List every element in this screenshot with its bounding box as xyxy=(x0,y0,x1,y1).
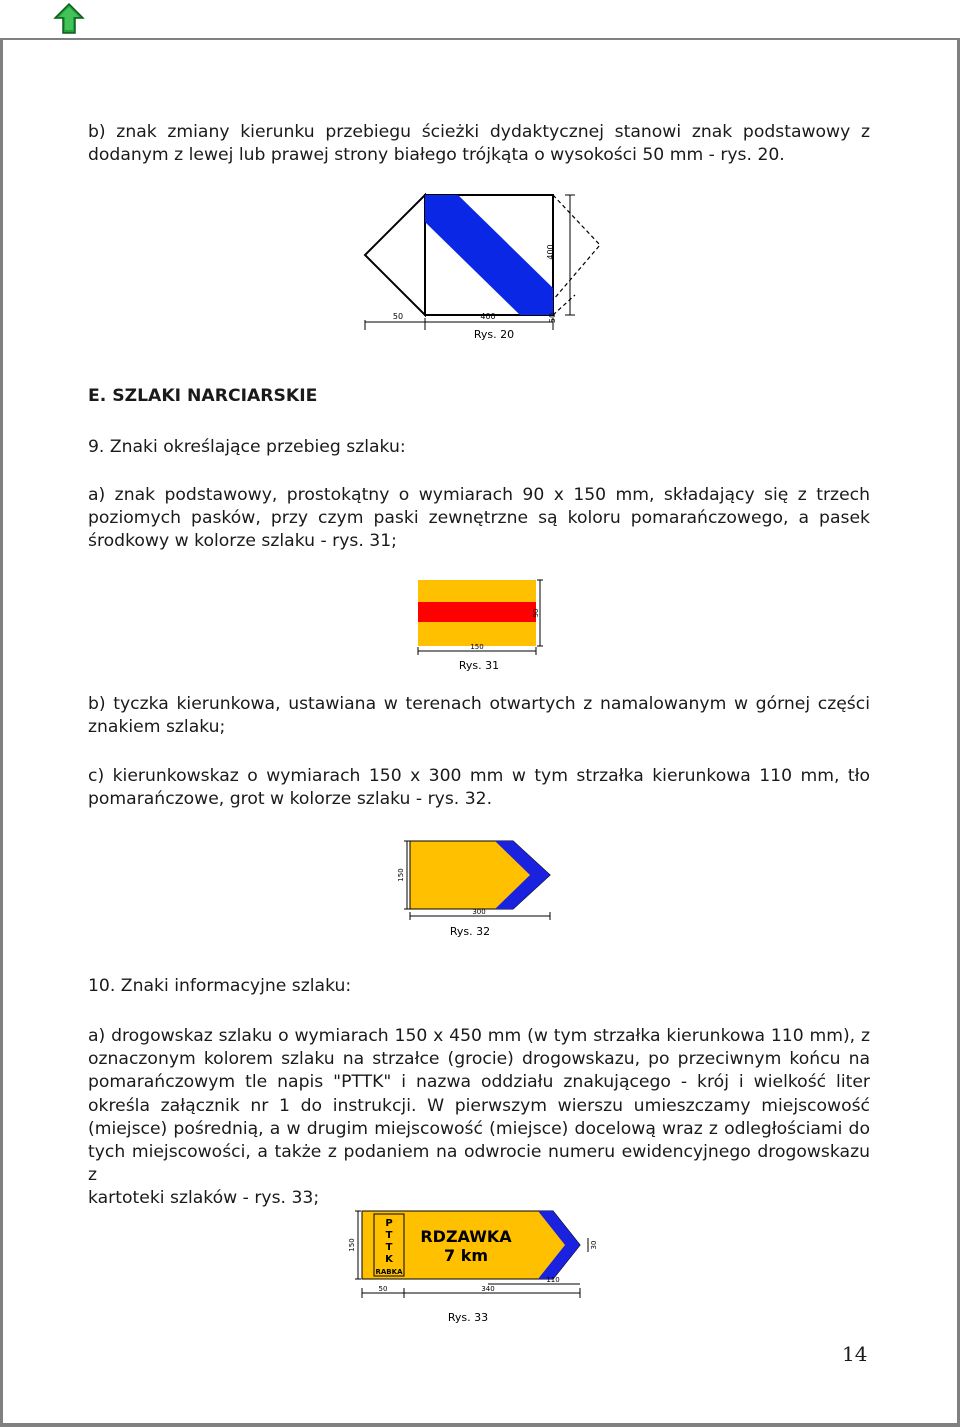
orange-arrow-background xyxy=(410,841,550,909)
text-line: (miejsce) pośrednią, a w drugim miejscowość (miejsce) docelową wraz z odległościami do xyxy=(88,1118,870,1139)
dim-400-bottom: 400 xyxy=(480,312,496,321)
text-line: oznaczonym kolorem szlaku na strzałce (grocie) drogowskazu, po przeciwnym końcu na xyxy=(88,1049,870,1070)
dim-110: 110 xyxy=(546,1276,560,1284)
text-line: 10. Znaki informacyjne szlaku: xyxy=(88,976,352,996)
text-line: 9. Znaki określające przebieg szlaku: xyxy=(88,437,406,457)
dim-height: 90 xyxy=(532,608,540,618)
text-line: znakiem szlaku; xyxy=(88,717,226,738)
item-9-heading xyxy=(88,436,870,459)
paragraph-b xyxy=(88,121,870,167)
dashed-right-triangle xyxy=(553,195,600,300)
text-line: pomarańczowe, grot w kolorze szlaku - rys. 32. xyxy=(88,789,493,810)
red-middle-stripe xyxy=(418,602,536,622)
figure-rys-20 xyxy=(360,190,610,345)
page-number: 14 xyxy=(842,1342,868,1366)
figure-rys-33 xyxy=(348,1208,610,1330)
figure-rys-31 xyxy=(410,575,555,675)
dim-30: 30 xyxy=(590,1240,598,1250)
dim-height: 150 xyxy=(348,1238,356,1252)
text-line: c) kierunkowskaz o wymiarach 150 x 300 mm w tym strzałka kierunkowa 110 mm, tło xyxy=(88,766,870,786)
section-heading-e: E. SZLAKI NARCIARSKIE xyxy=(88,386,318,406)
paragraph-9c xyxy=(88,765,870,811)
top-toolbar xyxy=(0,0,960,38)
text-line: poziomych pasków, przy czym paski zewnętrzne są koloru pomarańczowego, a pasek xyxy=(88,508,870,529)
branch-name: RABKA xyxy=(375,1268,403,1276)
text-line: a) znak podstawowy, prostokątny o wymiarach 90 x 150 mm, składający się z trzech xyxy=(88,485,870,505)
caption-rys-33: Rys. 33 xyxy=(447,1311,489,1324)
text-line: środkowy w kolorze szlaku - rys. 31; xyxy=(88,531,397,552)
home-arrow-icon[interactable] xyxy=(52,2,86,36)
pttk-letter-k: K xyxy=(385,1254,393,1265)
dim-340: 340 xyxy=(481,1285,495,1293)
dim-400-right: 400 xyxy=(546,244,555,260)
pttk-letter-t1: T xyxy=(385,1230,393,1241)
text-line: określa załącznik nr 1 do instrukcji. W pierwszym wierszu umieszczamy miejscowość xyxy=(88,1095,870,1116)
text-line: b) znak zmiany kierunku przebiegu ścieżki dydaktycznej stanowi znak podstawowy z xyxy=(88,122,870,142)
dim-width: 150 xyxy=(470,643,484,651)
paragraph-9a xyxy=(88,484,870,554)
dim-50-right: 50 xyxy=(548,312,557,324)
text-line: dodanym z lewej lub prawej strony białego trójkąta o wysokości 50 mm - rys. 20. xyxy=(88,145,785,166)
text-line: a) drogowskaz szlaku o wymiarach 150 x 450 mm (w tym strzałka kierunkowa 110 mm), z xyxy=(88,1026,870,1046)
text-line: kartoteki szlaków - rys. 33; xyxy=(88,1188,320,1209)
dim-width: 300 xyxy=(472,908,486,916)
destination-name: RDZAWKA xyxy=(420,1227,512,1246)
text-line: tych miejscowości, a także z podaniem na odwrocie numeru ewidencyjnego drogowskazu z xyxy=(88,1142,870,1186)
caption-rys-20: Rys. 20 xyxy=(473,328,515,341)
paragraph-9b xyxy=(88,693,870,739)
dim-height: 150 xyxy=(397,868,405,882)
caption-rys-32: Rys. 32 xyxy=(449,925,491,938)
item-10-heading xyxy=(88,975,870,998)
text-line: pomarańczowym tle napis "PTTK" i nazwa oddziału znakującego - krój i wielkość liter xyxy=(88,1072,870,1093)
left-triangle xyxy=(365,195,425,315)
figure-rys-32 xyxy=(395,838,565,943)
paragraph-10a xyxy=(88,1025,870,1211)
dim-50: 50 xyxy=(378,1285,388,1293)
pttk-letter-p: P xyxy=(385,1218,393,1229)
destination-distance: 7 km xyxy=(443,1246,489,1265)
pttk-letter-t2: T xyxy=(385,1242,393,1253)
caption-rys-31: Rys. 31 xyxy=(458,659,500,672)
dim-50-left: 50 xyxy=(392,312,404,321)
text-line: b) tyczka kierunkowa, ustawiana w terenach otwartych z namalowanym w górnej części xyxy=(88,694,870,714)
